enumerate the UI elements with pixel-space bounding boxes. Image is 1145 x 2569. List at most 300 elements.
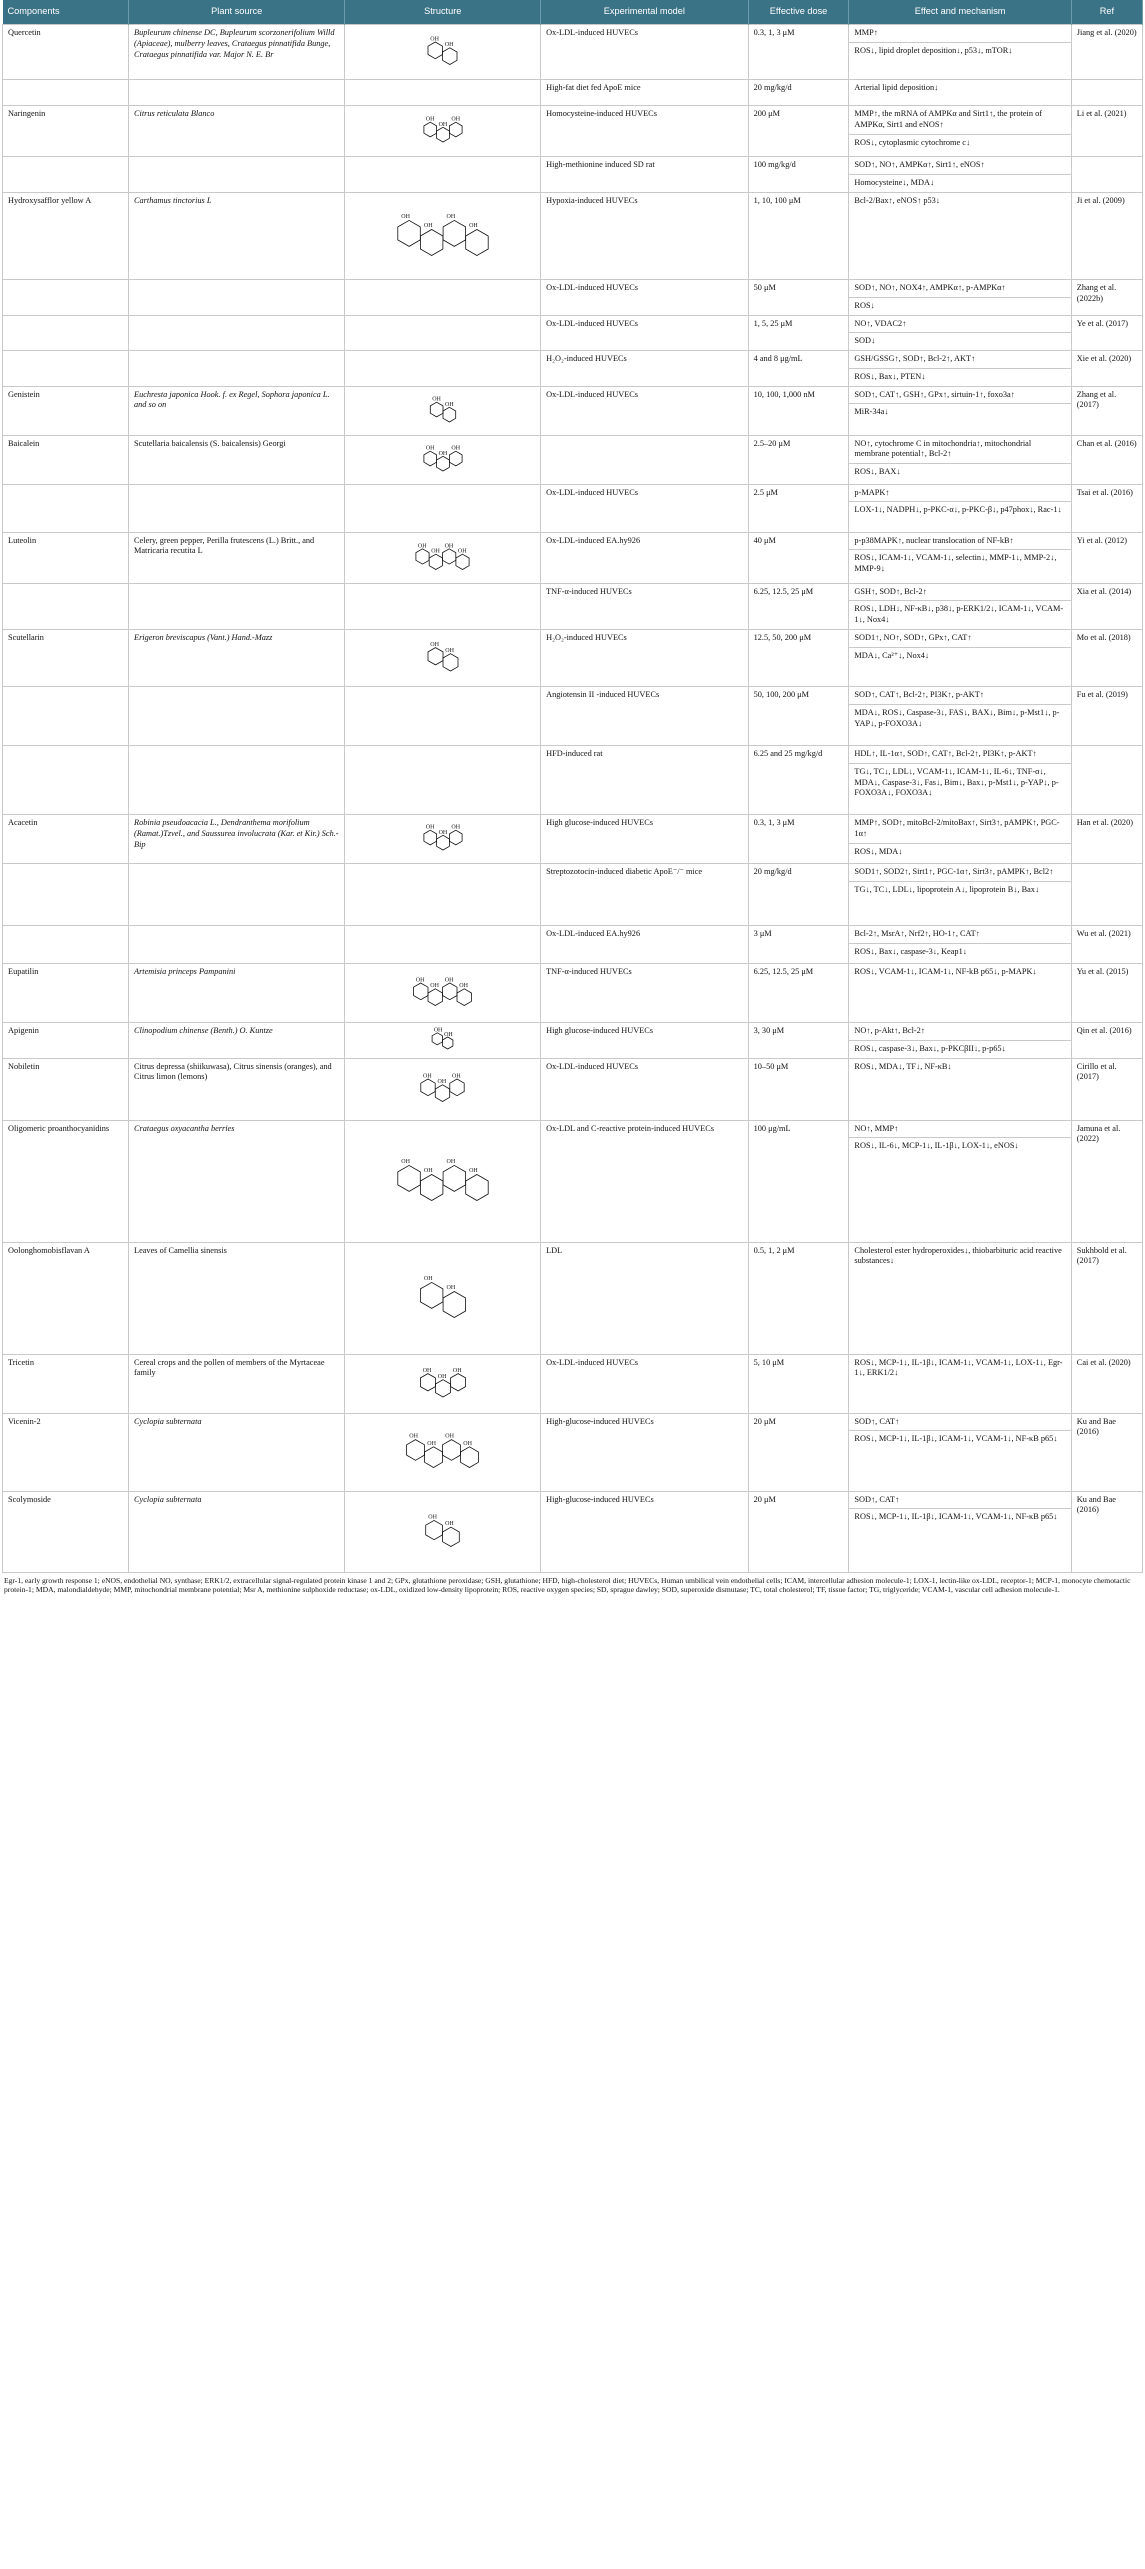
effect-line: ROS↓, MCP-1↓, IL-1β↓, ICAM-1↓, VCAM-1↓, NF-κB p65↓ — [849, 1430, 1070, 1448]
component-cell — [3, 106, 129, 157]
ref-cell — [1071, 964, 1142, 1023]
experimental-model-cell — [541, 815, 749, 864]
reference: Ji et al. (2009) — [1076, 196, 1125, 205]
experimental-model: Ox-LDL and C-reactive protein-induced HUVECs — [546, 1123, 714, 1133]
component-cell — [3, 1058, 129, 1120]
structure-cell — [345, 80, 541, 106]
svg-text:OH: OH — [425, 116, 435, 123]
experimental-model-cell — [541, 1354, 749, 1413]
svg-text:OH: OH — [451, 445, 460, 452]
col-header-effective-dose: Effective dose — [748, 0, 849, 25]
structure-cell — [345, 157, 541, 193]
effective-dose-cell — [748, 1023, 849, 1059]
svg-text:OH: OH — [430, 641, 439, 648]
effective-dose: 50 μM — [753, 283, 776, 292]
ref-cell — [1071, 630, 1142, 687]
reference: Xie et al. (2020) — [1076, 354, 1132, 364]
structure-cell — [345, 1354, 541, 1413]
effect-line: SOD↓ — [849, 332, 1070, 350]
effective-dose-cell — [748, 25, 849, 80]
experimental-model-cell — [541, 1491, 749, 1572]
svg-text:OH: OH — [430, 983, 440, 990]
svg-text:OH: OH — [423, 1275, 433, 1282]
reference: Xia et al. (2014) — [1076, 586, 1132, 596]
plant-source: Robinia pseudoacacia L., Dendranthema morifolium (Ramat.)Tzvel., and Saussurea involucrata (Kar. et Kir.) Sch.-Bip — [134, 818, 339, 849]
effect-mechanism-cell — [849, 532, 1071, 583]
ref-cell — [1071, 926, 1142, 964]
experimental-model-cell — [541, 1023, 749, 1059]
chemical-structure-image — [347, 438, 538, 482]
experimental-model: TNF-α-induced HUVECs — [546, 967, 632, 977]
effective-dose-cell — [748, 386, 849, 435]
component-cell — [3, 1120, 129, 1242]
structure-cell — [345, 193, 541, 280]
plant-source-cell — [129, 964, 345, 1023]
chemical-structure-image — [347, 1503, 538, 1561]
structure-cell — [345, 964, 541, 1023]
ref-cell — [1071, 193, 1142, 280]
ref-cell — [1071, 1242, 1142, 1354]
component-name: Apigenin — [8, 1026, 39, 1036]
effective-dose: 1, 10, 100 μM — [753, 196, 801, 205]
effective-dose-cell — [748, 351, 849, 387]
svg-text:OH: OH — [437, 1079, 447, 1086]
svg-text:OH: OH — [446, 1158, 455, 1165]
component-cell — [3, 193, 129, 280]
component-cell — [3, 864, 129, 926]
svg-text:OH: OH — [452, 1073, 461, 1080]
effect-line: ROS↓, caspase-3↓, Bax↓, p-PKCβII↓, p-p65↓ — [849, 1040, 1070, 1058]
component-name: Hydroxysafflor yellow A — [8, 196, 92, 205]
effect-mechanism-cell — [849, 157, 1071, 193]
plant-source-cell — [129, 484, 345, 532]
table-row — [3, 532, 1143, 583]
effect-line: ROS↓, LDH↓, NF-κB↓, p38↓, p-ERK1/2↓, ICAM-1↓, VCAM-1↓, Nox4↓ — [849, 600, 1070, 629]
chemical-structure-image — [347, 109, 538, 153]
effective-dose-cell — [748, 864, 849, 926]
svg-text:OH: OH — [431, 548, 441, 555]
effect-mechanism-cell — [849, 746, 1071, 815]
ref-cell — [1071, 315, 1142, 351]
table-row — [3, 1058, 1143, 1120]
experimental-model-cell — [541, 106, 749, 157]
effective-dose: 50, 100, 200 μM — [753, 690, 810, 700]
table-row — [3, 157, 1143, 193]
component-cell — [3, 157, 129, 193]
experimental-model: Ox-LDL-induced EA.hy926 — [546, 929, 641, 939]
effective-dose: 0.3, 1, 3 μM — [753, 28, 795, 37]
experimental-model-cell — [541, 532, 749, 583]
table-row — [3, 1242, 1143, 1354]
reference: Jamuna et al. (2022) — [1076, 1123, 1121, 1144]
effect-line: ROS↓, MDA↓ — [849, 843, 1070, 861]
svg-text:OH: OH — [422, 1367, 432, 1374]
effect-line: MMP↑ — [854, 28, 878, 37]
ref-cell — [1071, 25, 1142, 80]
effective-dose-cell — [748, 193, 849, 280]
effect-mechanism-cell — [849, 351, 1071, 387]
table-row — [3, 815, 1143, 864]
component-cell — [3, 1491, 129, 1572]
chemical-structure-image — [347, 1249, 538, 1347]
effect-line: ROS↓, MCP-1↓, IL-1β↓, ICAM-1↓, VCAM-1↓, LOX-1↓, Egr-1↓, ERK1/2↓ — [854, 1357, 1063, 1378]
plant-source-cell — [129, 80, 345, 106]
experimental-model: H₂O₂-induced HUVECs — [546, 633, 627, 643]
plant-source: Cyclopia subternata — [134, 1494, 202, 1504]
component-name: Naringenin — [8, 109, 46, 118]
experimental-model-cell — [541, 926, 749, 964]
svg-text:OH: OH — [463, 1440, 473, 1447]
reference: Yi et al. (2012) — [1076, 535, 1128, 545]
component-cell — [3, 532, 129, 583]
effect-mechanism-cell — [849, 964, 1071, 1023]
svg-text:OH: OH — [425, 445, 435, 452]
reference: Qin et al. (2016) — [1076, 1026, 1132, 1036]
effective-dose-cell — [748, 1413, 849, 1491]
effective-dose-cell — [748, 1242, 849, 1354]
ref-cell — [1071, 1023, 1142, 1059]
experimental-model-cell — [541, 687, 749, 746]
effect-mechanism-cell — [849, 106, 1071, 157]
plant-source-cell — [129, 1413, 345, 1491]
experimental-model-cell — [541, 315, 749, 351]
reference: Ku and Bae (2016) — [1076, 1494, 1116, 1515]
effect-line: Cholesterol ester hydroperoxides↓, thiobarbituric acid reactive substances↓ — [854, 1245, 1062, 1266]
effect-line: Bcl-2↑, MsrA↑, Nrf2↑, HO-1↑, CAT↑ — [854, 929, 980, 939]
table-row — [3, 1354, 1143, 1413]
component-cell — [3, 630, 129, 687]
effective-dose: 20 mg/kg/d — [753, 867, 792, 877]
effect-mechanism-cell — [849, 1413, 1071, 1491]
ref-cell — [1071, 484, 1142, 532]
component-cell — [3, 746, 129, 815]
effective-dose: 3 μM — [753, 929, 772, 939]
effect-mechanism-cell — [849, 926, 1071, 964]
svg-text:OH: OH — [444, 542, 454, 549]
effect-line: NO↑, MMP↑ — [854, 1123, 899, 1133]
component-cell — [3, 926, 129, 964]
reference: Han et al. (2020) — [1076, 818, 1133, 828]
reference: Mo et al. (2018) — [1076, 633, 1131, 643]
chemical-structure-image — [347, 1421, 538, 1483]
experimental-model-cell — [541, 280, 749, 316]
effect-line: ROS↓, MDA↓, TF↓, NF-κB↓ — [854, 1061, 952, 1071]
table-row — [3, 484, 1143, 532]
effect-line: Bcl-2/Bax↑, eNOS↑ p53↓ — [854, 196, 940, 205]
plant-source: Cyclopia subternata — [134, 1416, 202, 1426]
component-cell — [3, 1354, 129, 1413]
effect-line: p-p38MAPK↑, nuclear translocation of NF-kB↑ — [854, 535, 1014, 545]
plant-source: Artemisia princeps Pampanini — [134, 967, 236, 977]
structure-cell — [345, 1023, 541, 1059]
plant-source-cell — [129, 351, 345, 387]
effect-mechanism-cell — [849, 630, 1071, 687]
svg-text:OH: OH — [444, 401, 454, 408]
svg-text:OH: OH — [438, 829, 448, 836]
svg-text:OH: OH — [438, 450, 448, 457]
effect-line: LOX-1↓, NADPH↓, p-PKC-α↓, p-PKC-β↓, p47phox↓, Rac-1↓ — [849, 501, 1070, 519]
effective-dose: 6.25, 12.5, 25 μM — [753, 586, 814, 596]
effect-line: TG↓, TC↓, LDL↓, VCAM-1↓, ICAM-1↓, IL-6↓, TNF-α↓, MDA↓, Caspase-3↓, Fas↓, Bim↓, Bax↓, p-Mst1↓, p-YAP↓, p-FOXO3A↓, FOXO3A↓ — [849, 763, 1070, 802]
component-cell — [3, 315, 129, 351]
table-row — [3, 1120, 1143, 1242]
svg-text:OH: OH — [430, 36, 440, 43]
col-header-effect-mechanism: Effect and mechanism — [849, 0, 1071, 25]
col-header-ref: Ref — [1071, 0, 1142, 25]
effective-dose-cell — [748, 964, 849, 1023]
effective-dose: 20 mg/kg/d — [753, 83, 792, 92]
plant-source: Bupleurum chinense DC, Bupleurum scorzonerifolium Willd (Apiaceae), mulberry leaves, Crataegus pinnatifida Bunge, Crataegus pinnatifida var. Major N. E. Br — [134, 28, 335, 59]
experimental-model-cell — [541, 630, 749, 687]
svg-text:OH: OH — [401, 1158, 410, 1165]
effect-line: MiR-34a↓ — [849, 403, 1070, 421]
experimental-model: Ox-LDL-induced HUVECs — [546, 318, 639, 328]
experimental-model-cell — [541, 351, 749, 387]
plant-source: Crataegus oxyacantha berries — [134, 1123, 235, 1133]
effective-dose-cell — [748, 280, 849, 316]
structure-cell — [345, 1120, 541, 1242]
effective-dose-cell — [748, 926, 849, 964]
col-header-structure: Structure — [345, 0, 541, 25]
effect-mechanism-cell — [849, 583, 1071, 629]
effective-dose: 3, 30 μM — [753, 1026, 785, 1036]
effective-dose: 2.5 μM — [753, 487, 778, 497]
experimental-model-cell — [541, 583, 749, 629]
reference: Chan et al. (2016) — [1076, 438, 1137, 448]
structure-cell — [345, 815, 541, 864]
structure-cell — [345, 630, 541, 687]
table-row — [3, 386, 1143, 435]
experimental-model-cell — [541, 964, 749, 1023]
reference: Li et al. (2021) — [1076, 109, 1127, 118]
plant-source: Erigeron breviscapus (Vant.) Hand.-Mazz — [134, 633, 273, 643]
effective-dose: 2.5–20 μM — [753, 438, 791, 448]
effect-mechanism-cell — [849, 280, 1071, 316]
plant-source-cell — [129, 435, 345, 484]
svg-text:OH: OH — [445, 1520, 455, 1527]
svg-text:OH: OH — [409, 1433, 419, 1440]
plant-source-cell — [129, 926, 345, 964]
structure-cell — [345, 583, 541, 629]
table-row — [3, 746, 1143, 815]
effective-dose: 6.25, 12.5, 25 μM — [753, 967, 814, 977]
experimental-model-cell — [541, 1242, 749, 1354]
experimental-model: TNF-α-induced HUVECs — [546, 586, 632, 596]
effect-line: NO↑, p-Akt↑, Bcl-2↑ — [854, 1026, 925, 1036]
table-row — [3, 687, 1143, 746]
effective-dose-cell — [748, 746, 849, 815]
reference: Cirillo et al. (2017) — [1076, 1061, 1117, 1082]
plant-source: Clinopodium chinense (Benth.) O. Kuntze — [134, 1026, 273, 1036]
ref-cell — [1071, 864, 1142, 926]
table-row — [3, 630, 1143, 687]
effective-dose: 100 mg/kg/d — [753, 160, 796, 169]
experimental-model-cell — [541, 484, 749, 532]
svg-text:OH: OH — [438, 121, 448, 128]
component-name: Baicalein — [8, 438, 40, 448]
structure-cell — [345, 351, 541, 387]
effect-line: SOD↑, NO↑, AMPKα↑, Sirt1↑, eNOS↑ — [854, 160, 985, 169]
reference: Yu et al. (2015) — [1076, 967, 1129, 977]
component-cell — [3, 386, 129, 435]
structure-cell — [345, 926, 541, 964]
table-row — [3, 315, 1143, 351]
experimental-model: Streptozotocin-induced diabetic ApoE⁻/⁻ mice — [546, 867, 703, 877]
experimental-model: High-glucose-induced HUVECs — [546, 1416, 654, 1426]
experimental-model: Ox-LDL-induced HUVECs — [546, 283, 639, 292]
svg-text:OH: OH — [445, 1433, 455, 1440]
svg-text:OH: OH — [446, 213, 455, 220]
plant-source-cell — [129, 583, 345, 629]
table-row — [3, 926, 1143, 964]
plant-source-cell — [129, 532, 345, 583]
experimental-model-cell — [541, 80, 749, 106]
effect-line: SOD1↑, NO↑, SOD↑, GPx↑, CAT↑ — [854, 633, 972, 643]
reference: Zhang et al. (2022b) — [1076, 283, 1117, 303]
chemical-structure-image — [347, 817, 538, 861]
chemical-structure-image — [347, 1025, 538, 1055]
effective-dose: 40 μM — [753, 535, 776, 545]
effect-line: ROS↓, Bax↓, caspase-3↓, Keap1↓ — [849, 943, 1070, 961]
effective-dose-cell — [748, 1120, 849, 1242]
effect-line: HDL↑, IL-1α↑, SOD↑, CAT↑, Bcl-2↑, PI3K↑, p-AKT↑ — [854, 749, 1037, 759]
plant-source: Euchresta japonica Hook. f. ex Regel, Sophora japonica L. and so on — [134, 389, 330, 410]
effective-dose-cell — [748, 687, 849, 746]
effect-line: SOD1↑, SOD2↑, Sirt1↑, PGC-1α↑, Sirt3↑, pAMPK↑, Bcl2↑ — [854, 867, 1054, 877]
component-name: Genistein — [8, 389, 40, 399]
effect-mechanism-cell — [849, 1491, 1071, 1572]
component-cell — [3, 351, 129, 387]
effect-mechanism-cell — [849, 1242, 1071, 1354]
chemical-structure-image — [347, 1135, 538, 1227]
effect-mechanism-cell — [849, 484, 1071, 532]
component-cell — [3, 964, 129, 1023]
plant-source-cell — [129, 630, 345, 687]
effect-mechanism-cell — [849, 1023, 1071, 1059]
plant-source: Carthamus tinctorius L — [134, 196, 212, 205]
plant-source-cell — [129, 1023, 345, 1059]
component-name: Luteolin — [8, 535, 37, 545]
plant-source: Scutellaria baicalensis (S. baicalensis) Georgi — [134, 438, 286, 448]
experimental-model-cell — [541, 25, 749, 80]
ref-cell — [1071, 583, 1142, 629]
effect-line: p-MAPK↑ — [854, 487, 890, 497]
experimental-model-cell — [541, 864, 749, 926]
plant-source-cell — [129, 25, 345, 80]
plant-source-cell — [129, 746, 345, 815]
effective-dose-cell — [748, 1058, 849, 1120]
svg-text:OH: OH — [452, 1367, 462, 1374]
ref-cell — [1071, 80, 1142, 106]
table-row — [3, 193, 1143, 280]
plant-source: Citrus depressa (shiikuwasa), Citrus sinensis (oranges), and Citrus limon (lemons) — [134, 1061, 332, 1082]
structure-cell — [345, 532, 541, 583]
effective-dose: 20 μM — [753, 1494, 776, 1504]
effect-line: Homocysteine↓, MDA↓ — [849, 174, 1070, 192]
structure-cell — [345, 484, 541, 532]
effect-line: MDA↓, ROS↓, Caspase-3↓, FAS↓, BAX↓, Bim↓, p-Mst1↓, p-YAP↓, p-FOXO3A↓ — [849, 704, 1070, 733]
svg-text:OH: OH — [425, 824, 435, 831]
svg-text:OH: OH — [423, 1073, 432, 1080]
component-cell — [3, 280, 129, 316]
effect-line: SOD↑, CAT↑ — [854, 1416, 900, 1426]
chemical-structure-image — [347, 632, 538, 684]
effective-dose-cell — [748, 630, 849, 687]
experimental-model: Homocysteine-induced HUVECs — [546, 109, 657, 118]
chemical-structure-image — [347, 968, 538, 1018]
table-footnote: Egr-1, early growth response 1; eNOS, endothelial NO, synthase; ERK1/2, extracellular signal-regulated protein kinase 1 and 2; GPx, glutathione peroxidase; GSH, glutathione; HFD, high-cholesterol diet; HUVECs, Human umbilical vein endothelial cells; ICAM, intercellular adhesion molecule-1; LOX-1, lectin-like ox-LDL, receptor-1; MCP-1, monocyte chemotactic protein-1; MDA, malondialdehyde; MMP, mitochondrial membrane potential; Msr A, methionine sulphoxide reductase; ox-LDL, oxidized low-density lipoprotein; ROS, reactive oxygen species; SD, sprague dawley; SOD, superoxide dismutase; TC, total cholesterol; TF, tissue factor; TG, triglyceride; VCAM-1, vascular cell adhesion molecule-1. — [4, 1575, 1131, 1595]
ref-cell — [1071, 1058, 1142, 1120]
effect-mechanism-cell — [849, 1058, 1071, 1120]
structure-cell — [345, 280, 541, 316]
svg-text:OH: OH — [458, 548, 467, 555]
svg-text:OH: OH — [446, 1284, 455, 1291]
plant-source-cell — [129, 864, 345, 926]
component-cell — [3, 80, 129, 106]
effective-dose-cell — [748, 532, 849, 583]
structure-cell — [345, 864, 541, 926]
svg-text:OH: OH — [433, 1027, 443, 1034]
chemical-structure-image — [347, 195, 538, 277]
ref-cell — [1071, 815, 1142, 864]
experimental-model-cell — [541, 193, 749, 280]
effective-dose-cell — [748, 815, 849, 864]
svg-text:OH: OH — [451, 116, 460, 123]
svg-text:OH: OH — [431, 396, 441, 403]
table-row — [3, 106, 1143, 157]
component-name: Oligomeric proanthocyanidins — [8, 1123, 110, 1133]
svg-text:OH: OH — [445, 647, 454, 654]
structure-cell — [345, 1413, 541, 1491]
svg-text:OH: OH — [418, 542, 427, 549]
effect-line: GSH/GSSG↑, SOD↑, Bcl-2↑, AKT↑ — [854, 354, 976, 364]
effect-line: SOD↑, CAT↑, Bcl-2↑, PI3K↑, p-AKT↑ — [854, 690, 984, 700]
table-row — [3, 25, 1143, 80]
effective-dose: 12.5, 50, 200 μM — [753, 633, 812, 643]
effective-dose: 10–50 μM — [753, 1061, 789, 1071]
experimental-model-cell — [541, 1413, 749, 1491]
effective-dose: 5, 10 μM — [753, 1357, 785, 1367]
chemical-structure-image — [347, 27, 538, 77]
reference: Cai et al. (2020) — [1076, 1357, 1131, 1367]
experimental-model: High glucose-induced HUVECs — [546, 818, 654, 828]
plant-source: Celery, green pepper, Perilla frutescens (L.) Britt., and Matricaria recutita L — [134, 535, 315, 556]
svg-text:OH: OH — [416, 977, 425, 984]
plant-source-cell — [129, 1491, 345, 1572]
component-name: Oolonghomobisflavan A — [8, 1245, 90, 1255]
ref-cell — [1071, 1413, 1142, 1491]
table-row — [3, 964, 1143, 1023]
structure-cell — [345, 1491, 541, 1572]
component-name: Acacetin — [8, 818, 38, 828]
effect-mechanism-cell — [849, 315, 1071, 351]
reference: Zhang et al. (2017) — [1076, 389, 1117, 410]
svg-text:OH: OH — [468, 1167, 478, 1174]
col-header-components: Components — [3, 0, 129, 25]
experimental-model-cell — [541, 435, 749, 484]
svg-text:OH: OH — [459, 983, 469, 990]
structure-cell — [345, 315, 541, 351]
effective-dose: 200 μM — [753, 109, 780, 118]
effect-mechanism-cell — [849, 864, 1071, 926]
plant-source-cell — [129, 687, 345, 746]
experimental-model-cell — [541, 157, 749, 193]
ref-cell — [1071, 386, 1142, 435]
reference: Jiang et al. (2020) — [1076, 28, 1137, 37]
table-row — [3, 435, 1143, 484]
plant-source-cell — [129, 193, 345, 280]
ref-cell — [1071, 687, 1142, 746]
